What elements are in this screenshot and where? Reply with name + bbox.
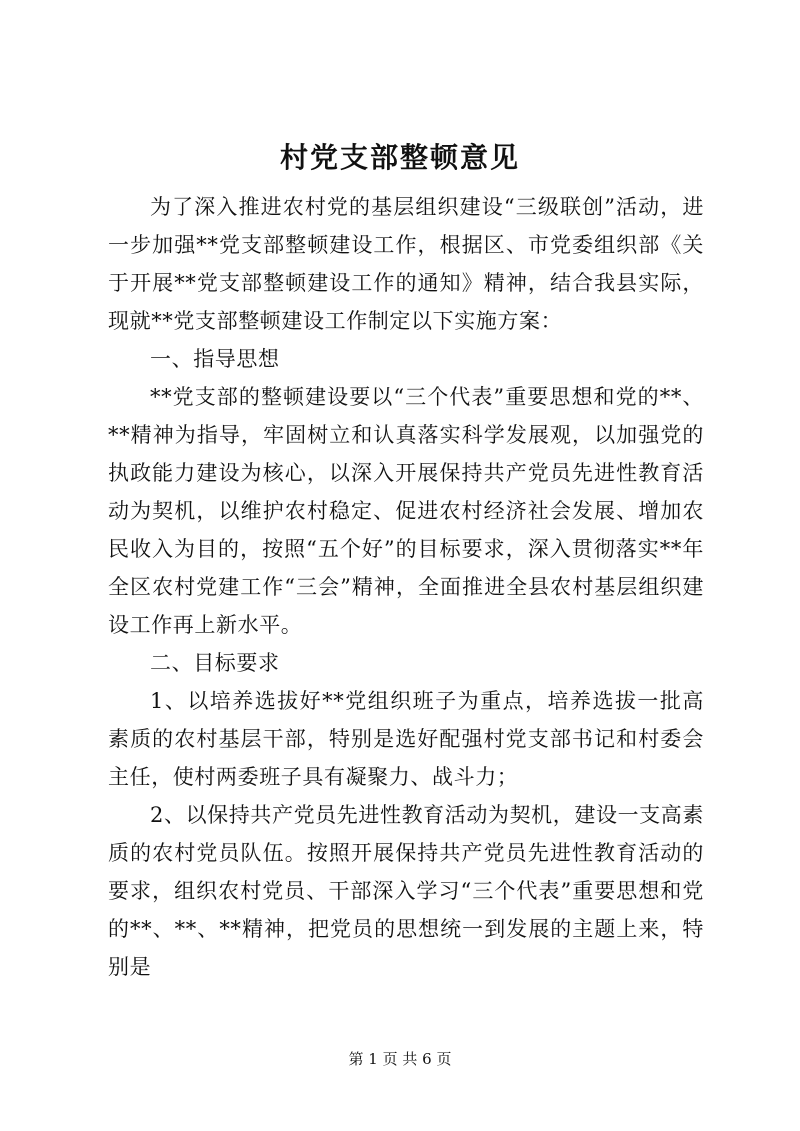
page-number-footer: 第 1 页 共 6 页 xyxy=(348,1050,452,1068)
section-heading-guiding-ideology: 一、指导思想 xyxy=(150,347,280,371)
paragraph-goal-1: 1、以培养选拔好**党组织班子为重点，培养选拔一批高素质的农村基层干部，特别是选好配强村党支部书记和村委会主任，使村两委班子具有凝聚力、战斗力； xyxy=(108,689,704,789)
paragraph-goal-2: 2、以保持共产党员先进性教育活动为契机，建设一支高素质的农村党员队伍。按照开展保持共产党员先进性教育活动的要求，组织农村党员、干部深入学习“三个代表”重要思想和党的**、**、**精神，把党员的思想统一到发展的主题上来，特别是 xyxy=(108,803,704,979)
paragraph-guiding-ideology: **党支部的整顿建设要以“三个代表”重要思想和党的**、**精神为指导，牢固树立和认真落实科学发展观，以加强党的执政能力建设为核心，以深入开展保持共产党员先进性教育活动为契机，以维护农村稳定、促进农村经济社会发展、增加农民收入为目的，按照“五个好”的目标要求，深入贯彻落实**年全区农村党建工作“三会”精神，全面推进全县农村基层组织建设工作再上新水平。 xyxy=(108,385,704,637)
document-body xyxy=(108,188,704,986)
document-title: 村党支部整顿意见 xyxy=(279,141,520,174)
paragraph-intro: 为了深入推进农村党的基层组织建设“三级联创”活动，进一步加强**党支部整顿建设工作，根据区、市党委组织部《关于开展**党支部整顿建设工作的通知》精神，结合我县实际，现就**党支部整顿建设工作制定以下实施方案： xyxy=(108,195,704,333)
section-heading-goals: 二、目标要求 xyxy=(150,651,280,675)
